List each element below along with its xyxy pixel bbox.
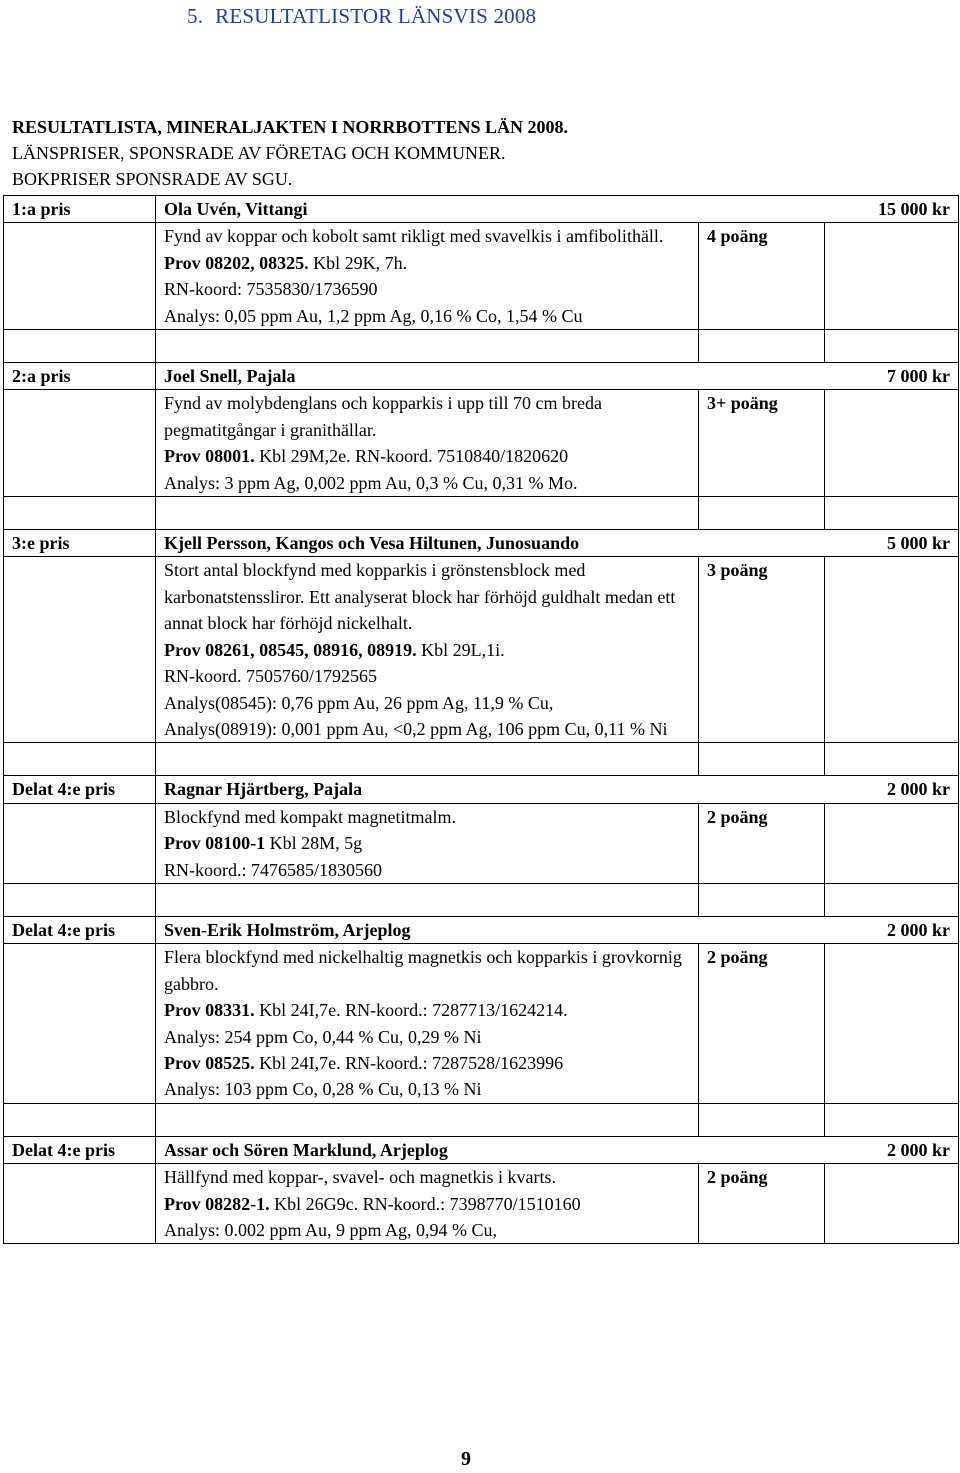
- points-value: 2 poäng: [707, 947, 768, 968]
- prize-amount-cell: [825, 776, 959, 803]
- description-text: Flera blockfynd med nickelhaltig magnetkis och kopparkis i grovkornig gabbro.: [164, 947, 682, 994]
- points-value: 2 poäng: [707, 806, 768, 827]
- spacer-cell: [4, 883, 156, 916]
- description-amount-cell: [825, 1164, 959, 1244]
- spacer-cell: [156, 1103, 699, 1136]
- description-text: Hällfynd med koppar-, svavel- och magnetkis i kvarts.: [164, 1167, 557, 1188]
- prize-header-row: [4, 916, 959, 943]
- winner-cell: [156, 1136, 699, 1163]
- prize-description-row: [4, 557, 959, 743]
- prize-description-row: [4, 390, 959, 497]
- prize-label: 3:e pris: [12, 533, 70, 554]
- prize-label-cell: [4, 363, 156, 390]
- winner-cell: [156, 196, 699, 223]
- prize-amount: 7 000 kr: [887, 366, 950, 387]
- description-text: Stort antal blockfynd med kopparkis i grönstensblock med karbonatstenssliror. Ett analyserat block har förhöjd guldhalt medan ett annat block har förhöjd nickelhalt.: [164, 560, 676, 634]
- prize-header-row: [4, 530, 959, 557]
- spacer-cell: [699, 330, 825, 363]
- description-label-cell: [4, 390, 156, 497]
- prize-description-row: [4, 223, 959, 330]
- prize-header-row: [4, 196, 959, 223]
- spacer-cell: [156, 497, 699, 530]
- prize-amount-cell: [825, 1136, 959, 1163]
- description-text: Analys: 0,05 ppm Au, 1,2 ppm Ag, 0,16 % Co, 1,54 % Cu: [164, 305, 583, 326]
- section-title: RESULTATLISTOR LÄNSVIS 2008: [215, 4, 537, 28]
- description-text: RN-koord: 7535830/1736590: [164, 279, 378, 300]
- description-text: Kbl 29K, 7h.: [308, 252, 408, 273]
- prize-amount-cell: [825, 916, 959, 943]
- sponsor-line-companies: LÄNSPRISER, SPONSRADE AV FÖRETAG OCH KOMMUNER.: [12, 143, 506, 163]
- spacer-row: [4, 1103, 959, 1136]
- spacer-cell: [825, 1103, 959, 1136]
- description-label-cell: [4, 557, 156, 743]
- description-text: Analys(08545): 0,76 ppm Au, 26 ppm Ag, 11,9 % Cu,: [164, 692, 554, 713]
- spacer-cell: [699, 883, 825, 916]
- winner-cell: [156, 776, 699, 803]
- header-gap-cell: [699, 196, 825, 223]
- description-label-cell: [4, 1164, 156, 1244]
- description-text: Kbl 29M,2e. RN-koord. 7510840/1820620: [254, 446, 569, 467]
- points-cell: [699, 557, 825, 743]
- description-text: Analys: 3 ppm Ag, 0,002 ppm Au, 0,3 % Cu, 0,31 % Mo.: [164, 472, 578, 493]
- description-line: [164, 223, 690, 249]
- description-line: [164, 944, 690, 997]
- points-cell: [699, 803, 825, 883]
- prize-header-row: [4, 776, 959, 803]
- points-cell: [699, 390, 825, 497]
- points-value: 4 poäng: [707, 226, 768, 247]
- description-line: [164, 830, 690, 856]
- description-line: [164, 390, 690, 443]
- prize-label-cell: [4, 776, 156, 803]
- prize-label: Delat 4:e pris: [12, 779, 115, 800]
- description-line: [164, 1217, 690, 1243]
- description-line: [164, 470, 690, 496]
- prize-label: 2:a pris: [12, 366, 71, 387]
- description-line: [164, 1164, 690, 1190]
- winner-cell: [156, 363, 699, 390]
- results-table-body: [4, 196, 959, 1244]
- description-text: Prov 08100-1: [164, 833, 266, 854]
- find-description-cell: [156, 944, 699, 1103]
- description-text: Prov 08001.: [164, 446, 255, 467]
- description-text: Analys: 254 ppm Co, 0,44 % Cu, 0,29 % Ni: [164, 1026, 482, 1047]
- section-heading: [187, 4, 536, 29]
- spacer-cell: [699, 1103, 825, 1136]
- winner-cell: [156, 530, 699, 557]
- winner-name: Ragnar Hjärtberg, Pajala: [164, 779, 363, 800]
- spacer-cell: [699, 497, 825, 530]
- description-text: Blockfynd med kompakt magnetitmalm.: [164, 806, 456, 827]
- winner-name: Assar och Sören Marklund, Arjeplog: [164, 1139, 448, 1160]
- points-cell: [699, 1164, 825, 1244]
- description-amount-cell: [825, 557, 959, 743]
- page-number: 9: [461, 1448, 471, 1470]
- description-text: Analys: 103 ppm Co, 0,28 % Cu, 0,13 % Ni: [164, 1079, 482, 1100]
- prize-label: 1:a pris: [12, 199, 71, 219]
- prize-label: Delat 4:e pris: [12, 1139, 115, 1160]
- description-text: Analys(08919): 0,001 ppm Au, <0,2 ppm Ag, 106 ppm Cu, 0,11 % Ni: [164, 718, 668, 739]
- prize-amount-cell: [825, 196, 959, 223]
- points-cell: [699, 944, 825, 1103]
- spacer-cell: [4, 1103, 156, 1136]
- find-description-cell: [156, 223, 699, 330]
- prize-header-row: [4, 363, 959, 390]
- prize-label-cell: [4, 196, 156, 223]
- spacer-cell: [699, 743, 825, 776]
- prize-label: Delat 4:e pris: [12, 919, 115, 940]
- description-text: Prov 08261, 08545, 08916, 08919.: [164, 639, 417, 660]
- description-text: Prov 08525.: [164, 1052, 255, 1073]
- description-line: [164, 716, 690, 742]
- find-description-cell: [156, 390, 699, 497]
- prize-label-cell: [4, 530, 156, 557]
- description-line: [164, 690, 690, 716]
- winner-name: Ola Uvén, Vittangi: [164, 199, 308, 219]
- prize-amount: 2 000 kr: [887, 919, 950, 940]
- winner-name: Joel Snell, Pajala: [164, 366, 296, 387]
- spacer-row: [4, 330, 959, 363]
- description-line: [164, 637, 690, 663]
- description-amount-cell: [825, 944, 959, 1103]
- sponsor-line-sgu: BOKPRISER SPONSRADE AV SGU.: [12, 169, 293, 189]
- header-gap-cell: [699, 916, 825, 943]
- spacer-cell: [4, 497, 156, 530]
- find-description-cell: [156, 1164, 699, 1244]
- winner-name: Sven-Erik Holmström, Arjeplog: [164, 919, 411, 940]
- spacer-cell: [825, 497, 959, 530]
- description-label-cell: [4, 944, 156, 1103]
- points-cell: [699, 223, 825, 330]
- spacer-cell: [156, 330, 699, 363]
- description-text: Prov 08331.: [164, 1000, 255, 1021]
- description-line: [164, 857, 690, 883]
- spacer-cell: [825, 330, 959, 363]
- prize-amount-cell: [825, 530, 959, 557]
- spacer-cell: [4, 743, 156, 776]
- description-line: [164, 250, 690, 276]
- prize-amount: 15 000 kr: [878, 199, 950, 219]
- description-line: [164, 443, 690, 469]
- points-value: 2 poäng: [707, 1167, 768, 1188]
- spacer-row: [4, 883, 959, 916]
- prize-description-row: [4, 803, 959, 883]
- results-table: [3, 195, 959, 1244]
- description-text: Analys: 0.002 ppm Au, 9 ppm Ag, 0,94 % Cu,: [164, 1220, 498, 1240]
- prize-amount: 2 000 kr: [887, 779, 950, 800]
- prize-description-row: [4, 944, 959, 1103]
- description-amount-cell: [825, 223, 959, 330]
- description-line: [164, 663, 690, 689]
- description-line: [164, 303, 690, 329]
- description-text: Prov 08202, 08325.: [164, 252, 309, 273]
- prize-amount: 2 000 kr: [887, 1139, 950, 1160]
- prize-label-cell: [4, 1136, 156, 1163]
- description-line: [164, 804, 690, 830]
- description-text: Kbl 28M, 5g: [265, 833, 363, 854]
- prize-header-row: [4, 1136, 959, 1163]
- spacer-cell: [825, 743, 959, 776]
- description-line: [164, 1050, 690, 1076]
- prize-amount-cell: [825, 363, 959, 390]
- description-amount-cell: [825, 803, 959, 883]
- description-line: [164, 1191, 690, 1217]
- spacer-cell: [156, 883, 699, 916]
- description-line: [164, 276, 690, 302]
- spacer-row: [4, 743, 959, 776]
- header-gap-cell: [699, 530, 825, 557]
- description-text: Kbl 24I,7e. RN-koord.: 7287713/1624214.: [254, 1000, 568, 1021]
- results-list-title: RESULTATLISTA, MINERALJAKTEN I NORRBOTTENS LÄN 2008.: [12, 117, 568, 137]
- description-text: Fynd av koppar och kobolt samt rikligt med svavelkis i amfibolithäll.: [164, 226, 664, 247]
- section-number: 5.: [187, 4, 204, 28]
- description-text: Fynd av molybdenglans och kopparkis i upp till 70 cm breda pegmatitgångar i granithällar.: [164, 393, 602, 440]
- description-text: RN-koord. 7505760/1792565: [164, 666, 377, 687]
- description-amount-cell: [825, 390, 959, 497]
- intro-block: [12, 114, 912, 192]
- points-value: 3 poäng: [707, 560, 768, 581]
- description-line: [164, 557, 690, 636]
- prize-description-row: [4, 1164, 959, 1244]
- points-value: 3+ poäng: [707, 393, 778, 414]
- description-label-cell: [4, 803, 156, 883]
- spacer-cell: [156, 743, 699, 776]
- description-line: [164, 997, 690, 1023]
- header-gap-cell: [699, 1136, 825, 1163]
- header-gap-cell: [699, 776, 825, 803]
- description-line: [164, 1076, 690, 1102]
- prize-amount: 5 000 kr: [887, 533, 950, 554]
- find-description-cell: [156, 803, 699, 883]
- description-label-cell: [4, 223, 156, 330]
- description-text: Prov 08282-1.: [164, 1193, 270, 1214]
- spacer-row: [4, 497, 959, 530]
- description-text: Kbl 26G9c. RN-koord.: 7398770/1510160: [269, 1193, 581, 1214]
- description-line: [164, 1024, 690, 1050]
- header-gap-cell: [699, 363, 825, 390]
- winner-name: Kjell Persson, Kangos och Vesa Hiltunen, Junosuando: [164, 533, 580, 554]
- description-text: Kbl 29L,1i.: [416, 639, 505, 660]
- spacer-cell: [4, 330, 156, 363]
- description-text: Kbl 24I,7e. RN-koord.: 7287528/1623996: [254, 1052, 564, 1073]
- prize-label-cell: [4, 916, 156, 943]
- winner-cell: [156, 916, 699, 943]
- spacer-cell: [825, 883, 959, 916]
- description-text: RN-koord.: 7476585/1830560: [164, 859, 382, 880]
- find-description-cell: [156, 557, 699, 743]
